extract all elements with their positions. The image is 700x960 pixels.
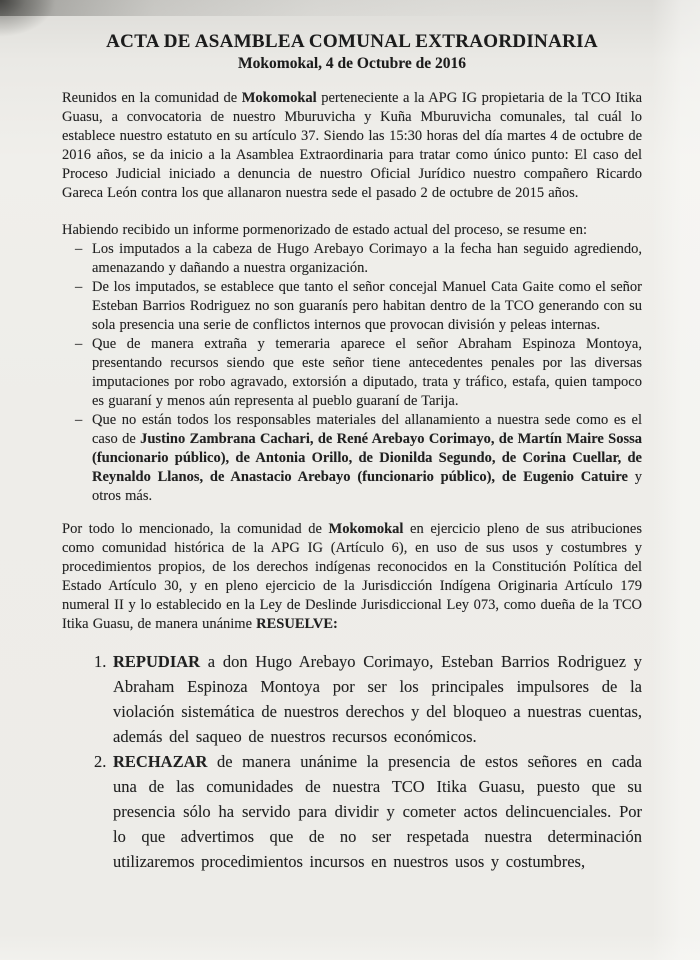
resolution-item	[62, 649, 642, 749]
resolution-item-text: REPUDIAR a don Hugo Arebayo Corimayo, Esteban Barrios Rodriguez y Abraham Espinoza Montoya por ser los principales impulsores de la violación sistemática de nuestros derechos y del bloqueo a nuestras cuentas, además del saqueo de nuestros recursos económicos.	[113, 652, 642, 746]
list-item-text: Que no están todos los responsables materiales del allanamiento a nuestra sede como es el caso de Justino Zambrana Cachari, de René Arebayo Corimayo, de Martín Maire Sossa (funcionario público), de Antonia Orillo, de Dionilda Segundo, de Corina Cuellar, de Reynaldo Llanos, de Anastacio Arebayo (funcionario público), de Eugenio Catuire y otros más.	[92, 412, 642, 504]
scan-shadow-corner	[0, 0, 60, 40]
bullet-dash: –	[75, 279, 83, 295]
document-date-line: Mokomokal, 4 de Octubre de 2016	[238, 55, 466, 72]
bullet-dash: –	[75, 336, 83, 352]
document-content	[62, 30, 642, 874]
list-item	[62, 411, 642, 506]
scan-shadow-top	[0, 0, 700, 16]
resolution-item-text: RECHAZAR de manera unánime la presencia de estos señores en cada una de las comunidades de nuestra TCO Itika Guasu, puesto que su presencia sólo ha servido para dividir y cometer actos delincuenciales. Por lo que advertimos que de no ser respetada nuestra determinación utilizaremos procedimientos incursos en nuestros usos y costumbres,	[113, 752, 642, 871]
document-title: ACTA DE ASAMBLEA COMUNAL EXTRAORDINARIA	[106, 31, 598, 52]
list-item-text: Los imputados a la cabeza de Hugo Arebayo Corimayo a la fecha han seguido agrediendo, amenazando y dañando a nuestra organización.	[92, 241, 642, 276]
list-number: 1.	[94, 652, 107, 671]
list-item	[62, 335, 642, 411]
bullet-dash: –	[75, 412, 83, 428]
list-number: 2.	[94, 752, 107, 771]
paragraph-intro: Reunidos en la comunidad de Mokomokal perteneciente a la APG IG propietaria de la TCO Itika Guasu, a convocatoria de nuestro Mburuvicha y Kuña Mburuvicha comunales, tal cuál lo establece nuestro estatuto en su artículo 37. Siendo las 15:30 horas del día martes 4 de octubre de 2016 años, se da inicio a la Asamblea Extraordinaria para tratar como único punto: El caso del Proceso Judicial iniciado a denuncia de nuestro Oficial Jurídico nuestro compañero Ricardo Gareca León contra los que allanaron nuestra sede el pasado 2 de octubre de 2015 años.	[62, 90, 643, 201]
list-item	[62, 278, 642, 335]
resolution-list	[62, 649, 642, 874]
list-item-text: De los imputados, se establece que tanto el señor concejal Manuel Cata Gaite como el señor Esteban Barrios Rodriguez no son guaranís pero habitan dentro de la TCO generando con su sola presencia una serie de conflictos internos que provocan división y peleas internas.	[92, 279, 642, 333]
list-item-text: Que de manera extraña y temeraria aparece el señor Abraham Espinoza Montoya, presentando recursos siendo que este señor tiene antecedentes penales por las diversas imputaciones por robo agravado, extorsión a diputado, trata y tráfico, estafa, quien tampoco es guaraní y menos aún representa al pueblo guaraní de Tarija.	[92, 336, 642, 409]
scan-light-bottom-edge	[0, 934, 700, 960]
bullet-dash: –	[75, 241, 83, 257]
scan-light-right-edge	[652, 0, 700, 960]
paragraph-informe-heading: Habiendo recibido un informe pormenorizado de estado actual del proceso, se resume en:	[62, 222, 587, 238]
resolution-item	[62, 749, 642, 874]
list-item	[62, 240, 642, 278]
paragraph-resolution-intro: Por todo lo mencionado, la comunidad de Mokomokal en ejercicio pleno de sus atribuciones como comunidad histórica de la APG IG (Artículo 6), en uso de sus usos y costumbres y procedimientos propios, de los derechos indígenas reconocidos en la Constitución Política del Estado Artículo 30, y en pleno ejercicio de la Jurisdicción Indígena Originaria Artículo 179 numeral II y lo establecido en la Ley de Deslinde Jurisdiccional Ley 073, como dueña de la TCO Itika Guasu, de manera unánime RESUELVE:	[62, 521, 642, 632]
informe-bullet-list	[62, 240, 642, 506]
